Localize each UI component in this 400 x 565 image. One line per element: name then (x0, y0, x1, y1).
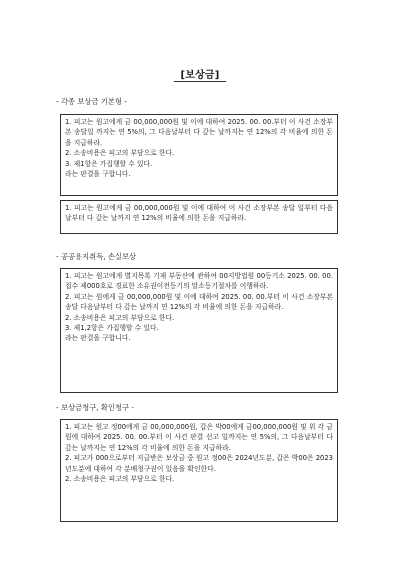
claim-line: 2. 소송비용은 피고의 부담으로 한다. (65, 313, 175, 322)
page-title-text: [보상금] (174, 65, 225, 82)
claim-line: 1. 피고는 원고에게 금 00,000,000원 및 이에 대하여 이 사건 소장부본 송달 일부터 다음날부터 다 갚는 날까지 연 12%의 비율에 의한 돈을 지급하라. (65, 204, 333, 223)
claim-box-basic-2 (60, 200, 338, 234)
claim-line: 1. 피고는 원고 정00에게 금 00,000,000원, 갑은 박00에게 금00,000,000원 및 위 각 금원에 대하여 2025. 00. 00.부터 이 사건 판결 선고 일까지는 연 5%의, 그 다음날부터 다 갚는 날까지는 연 12%의 각 비율에 의한 돈을 지급하라. (65, 423, 336, 452)
claim-box-compensation-confirmation (60, 419, 338, 522)
claim-line: 1. 피고는 원고에게 금 00,000,000원 및 이에 대하여 2025. 00. 00.부터 이 사건 소장부본 송달일 까지는 연 5%의, 그 다음날부터 다 갚는 날까지는 연 12%의 각 비율에 의한 돈을 지급하라. (65, 118, 333, 147)
claim-line: 라는 판결을 구합니다. (65, 170, 131, 179)
claim-line: 1. 피고는 원고에게 별지목록 기재 부동산에 관하여 00지방법원 00등기소 2025. 00. 00. 접수 제000호로 경료한 소유권이전등기의 말소등기절차를 이행하라. (65, 272, 336, 291)
claim-box-basic-1 (60, 114, 338, 196)
claim-line: 라는 판결을 구합니다. (65, 334, 131, 343)
claim-line: 2. 피고는 원에게 금 00,000,000원 및 이에 대하여 2025. 00. 00.부터 이 사건 소장부본 송달 다음날부터 다 갚는 날까지 연 12%의 각 비율에 의한 돈을 지급하라. (65, 292, 336, 312)
claim-line: 3. 제1,2항은 가집행할 수 있다. (65, 324, 159, 333)
page-title (0, 65, 400, 82)
claim-line: 2. 소송비용은 피고의 부담으로 한다. (65, 149, 175, 158)
claim-line: 3. 제1항은 가집행할 수 있다. (65, 159, 153, 168)
section-heading-basic: - 각종 보상금 기본형 - (56, 97, 127, 106)
claim-box-land-acquisition (60, 268, 338, 393)
section-heading-compensation-confirmation: - 보상금청구, 확인청구 - (56, 403, 134, 412)
claim-line: 2. 피고가 000으로부터 지급받은 보상금 중 원고 정00은 2024년도분, 갑은 박00은 2023년도분에 대하여 각 분배청구권이 있음을 확인한다. (65, 454, 333, 473)
section-heading-land-acquisition: - 공공용지취득, 손실보상 (56, 252, 137, 261)
claim-line: 2. 소송비용은 피고의 부담으로 한다. (65, 475, 175, 484)
